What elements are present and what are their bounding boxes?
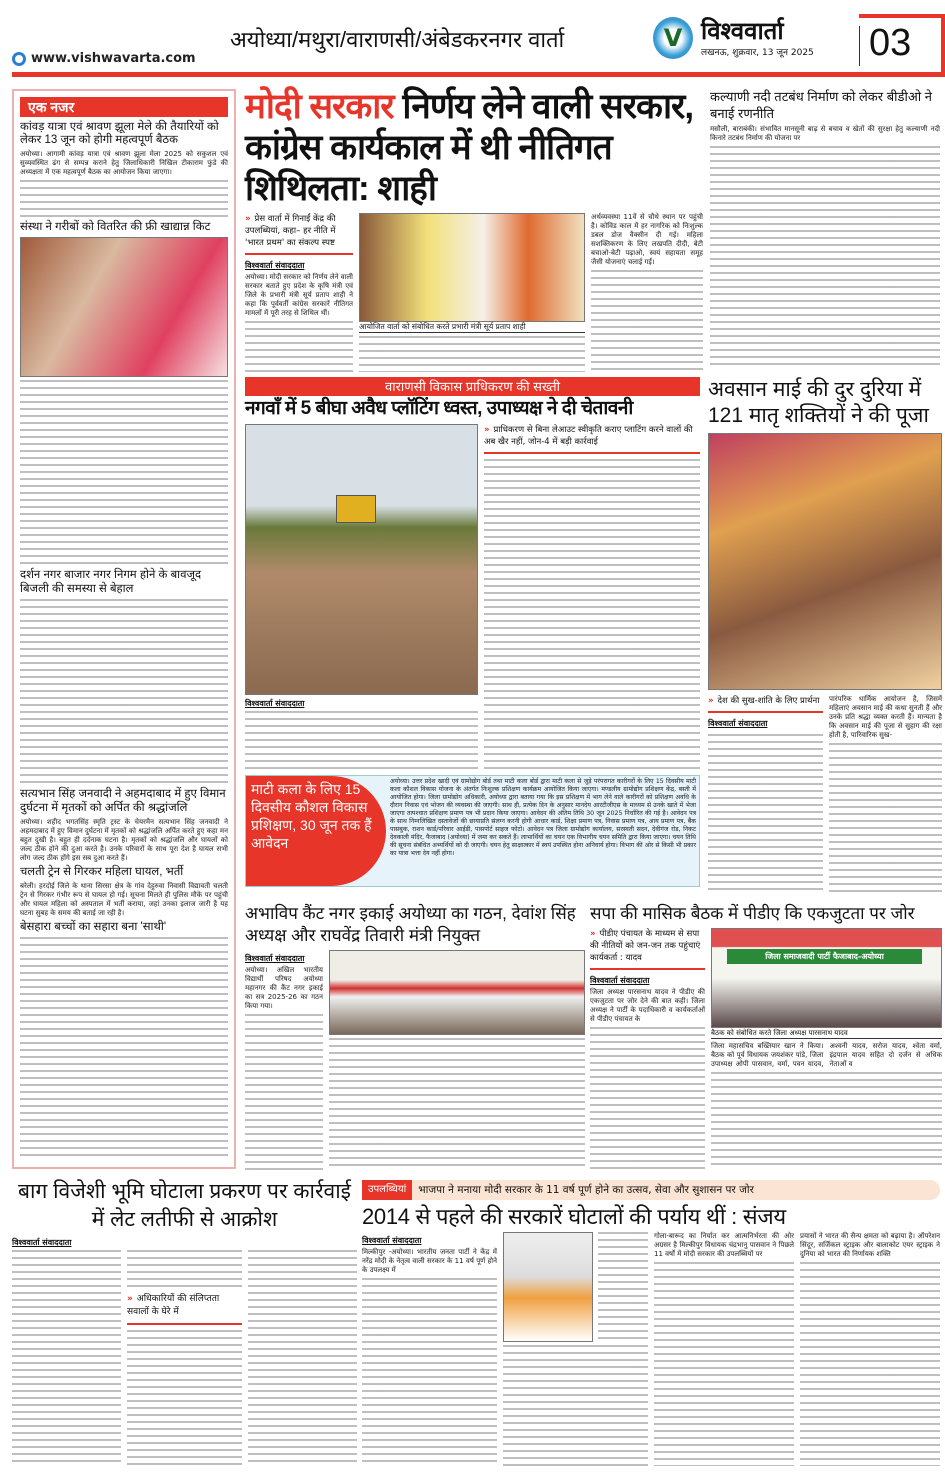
avsan-story <box>708 377 942 895</box>
lead-headline-rest: निर्णय लेने वाली सरकार, कांग्रेस कार्यकाल में थी नीतिगत शिथिलता: शाही <box>245 87 694 208</box>
body-text-lines <box>484 459 700 771</box>
varanasi-kicker <box>484 424 700 454</box>
story-body: अयोध्या। शहीद भगतसिंह स्मृति ट्रस्ट के चेयरमैन सत्यभान सिंह जनवादी ने अहमदाबाद में हुए विमान दुर्घटना में मृतकों को श्रद्धांजलि अर्पित करते हुए कहा मन बहुत दुखी है। बहुत ही दर्दनाक घटना है। मृतकों को श्रद्धांजलि और घायलों को जल्द ठीक होने की दुआ करते है। उनके परिवारों के साथ पूरा देश है घायल सभी लोग जल्द ठीक होंगे इस सब दुआ करते हैं। <box>20 817 228 862</box>
lead-headline <box>245 86 703 209</box>
chevron-icon: » <box>708 696 714 706</box>
subhead-text: अधिकारियों की संलिप्तता सवालों के घेरे में <box>127 1294 220 1317</box>
bag-subhead <box>127 1293 242 1325</box>
byline: विश्ववार्ता संवाददाता <box>708 719 768 728</box>
modi-photo <box>503 1232 593 1342</box>
sp-meeting-photo <box>711 928 942 1028</box>
chevron-icon: » <box>484 424 490 435</box>
ek-nazar-band: एक नजर <box>20 97 228 117</box>
kalyani-headline: कल्याणी नदी तटबंध निर्माण को लेकर बीडीओ ने बनाई रणनीति <box>710 89 932 121</box>
bjp-body: मिल्कीपुर -अयोध्या। भारतीय जनता पार्टी ने केंद्र में नरेंद्र मोदी के नेतृत्व वाली सरकार के 11 वर्ष पूर्ण होने के उपलक्ष्य में <box>362 1248 497 1275</box>
masthead <box>12 0 945 72</box>
demolition-photo <box>245 424 478 695</box>
bjp-headline: 2014 से पहले की सरकारें घोटालों की पर्याय थीं : संजय <box>362 1204 786 1229</box>
body-text-lines <box>598 1232 648 1342</box>
body-text-lines <box>245 1014 323 1170</box>
chevron-icon: » <box>245 214 251 224</box>
sp-story <box>590 903 942 1170</box>
body-text-lines <box>654 1262 794 1466</box>
bjp-body-continued: प्रयासों ने भारत की सैन्य क्षमता को बढ़ाया है। ऑपरेशन सिंदूर, सर्जिकल स्ट्राइक और बालाकोट एयर स्ट्राइक ने दुनिया को भारत की निर्णायक शक्ति <box>800 1232 940 1259</box>
body-text-lines <box>329 1038 585 1170</box>
kicker-text: पीडीए पंचायत के माध्यम से सपा की नीतियों को जन-जन तक पहुंचाएं कार्यकर्ता : यादव <box>590 929 701 963</box>
dateline: लखनऊ, शुक्रवार, 13 जून 2025 <box>701 48 814 59</box>
bag-vijeshi-headline: बाग विजेशी भूमि घोटाला प्रकरण पर कार्रवाई में लेट लतीफी से आक्रोश <box>18 1180 351 1231</box>
avsan-headline: अवसान माई की दुर दुरिया में 121 मातृ शक्तियों ने की पूजा <box>708 378 929 427</box>
body-text-lines <box>711 1072 942 1170</box>
body-text-lines <box>503 1345 648 1466</box>
food-kit-distribution-photo <box>20 237 228 377</box>
body-text-lines <box>829 743 942 895</box>
byline: विश्ववार्ता संवाददाता <box>590 976 650 985</box>
body-text-lines <box>800 1262 940 1466</box>
puja-photo <box>708 433 942 690</box>
lead-body-continued: अर्थव्यवस्था 11वें से चौथे स्थान पर पहुंची है। कोविड काल में हर नागरिक को निःशुल्क डबल डोज वैक्सीन दी गई। महिला सशक्तिकरण के लिए लखपति दीदी, बेटी बचाओ-बेटी पढ़ाओ, स्वयं सहायता समूह जैसी योजनाएं चलाई गईं। <box>591 213 703 266</box>
photo-caption: आयोजित वार्ता को संबोधित करते प्रभारी मंत्री सूर्य प्रताप शाही <box>359 322 585 333</box>
page-number-box <box>859 14 945 72</box>
masthead-rule <box>12 72 945 77</box>
browser-e-icon <box>12 52 26 66</box>
left-column-ek-nazar <box>12 89 236 1169</box>
sp-banner-text: जिला समाजवादी पार्टी फैजाबाद-अयोध्या <box>727 949 922 964</box>
press-conference-photo <box>359 213 585 322</box>
varanasi-headline: नगवाँ में 5 बीघा अवैध प्लॉटिंग ध्वस्त, उपाध्यक्ष ने दी चेतावनी <box>245 398 633 419</box>
body-text-lines <box>127 1330 242 1466</box>
abvp-body: अयोध्या। अखिल भारतीय विद्यार्थी परिषद अयोध्या महानगर की कैंट नगर इकाई का सत्र 2025-26 का गठन किया गया। <box>245 966 323 1010</box>
photo-caption: बैठक को संबोधित करते जिला अध्यक्ष पारसनाथ यादव <box>711 1028 942 1039</box>
section-title: अयोध्या/मथुरा/वाराणसी/अंबेडकरनगर वार्ता <box>230 27 565 53</box>
lead-kicker <box>245 213 353 255</box>
mati-kala-box <box>245 775 700 887</box>
story-headline: चलती ट्रेन से गिरकर महिला घायल, भर्ती <box>20 865 184 878</box>
story-body: बरेली। हरदोई जिले के थाना सिरसा क्षेत्र के गांव देहुरुवा निवासी विद्यावती चलती ट्रेन से गिरकर गंभीर रूप से घायल हो गई। सूचना मिलते ही पुलिस मौके पर पहुंची और घायल महिला को अस्पताल में भर्ती कराया, जहां उनका इलाज जारी है यह घटना सुबह के समय की बताई जा रही है। <box>20 882 228 918</box>
bjp-band <box>362 1180 940 1200</box>
story-headline: दर्शन नगर बाजार नगर निगम होने के बावजूद बिजली की समस्या से बेहाल <box>20 569 202 595</box>
varanasi-band: वाराणसी विकास प्राधिकरण की सख्ती <box>245 377 700 396</box>
body-text-lines <box>362 1278 497 1466</box>
body-text-lines <box>590 1027 705 1170</box>
byline: विश्ववार्ता संवाददाता <box>362 1236 422 1246</box>
kalyani-story <box>710 88 940 370</box>
abvp-story <box>245 903 585 1170</box>
lead-story <box>245 86 703 372</box>
bulldozer-icon <box>336 495 376 523</box>
sp-body: जिला अध्यक्ष पारसनाथ यादव ने पीडीए की एकजुटता पर जोर देने की बात कही। जिला अध्यक्ष ने पार्टी के पदाधिकारी व कार्यकर्ताओं से पीडीए पंचायत के <box>590 988 705 1023</box>
body-text-lines <box>20 937 228 1161</box>
paper-logo-icon: V <box>653 17 693 59</box>
body-text-lines <box>127 1250 242 1290</box>
website-url[interactable]: www.vishwavarta.com <box>31 51 196 66</box>
body-text-lines <box>20 599 228 785</box>
body-text-lines <box>245 711 478 771</box>
avsan-kicker <box>708 695 823 713</box>
kicker-text: प्राधिकरण से बिना लेआउट स्वीकृति कराए प्लाटिंग करने वालों की अब खैर नहीं, जोन-4 में बड़ी कार्रवाई <box>484 424 693 447</box>
mati-kala-body: अयोध्या। उत्तर प्रदेश खादी एवं ग्रामोद्योग बोर्ड तथा माटी कला बोर्ड द्वारा माटी कला से जुड़े परंपरागत कारीगरों के लिए 15 दिवसीय माटी कला कौशल विकास योजना के अंतर्गत निःशुल्क प्रशिक्षण कार्यक्रम आयोजित किया जाएगा। मण्डलीय ग्रामोद्योग प्रशिक्षण केंद्र, बस्ती में आयोजित होगा। जिला ग्रामोद्योग अधिकारी, अयोध्या द्वारा बताया गया कि इस प्रशिक्षण में भाग लेने वाले कारीगरों को प्रशिक्षण अवधि के दौरान निवास एवं भोजन की व्यवस्था की जाएगी। साथ ही, प्रत्येक दिन के अनुसार मानदेय आरटीजीएस के माध्यम से उनके खाते में भेजा जाएगा तत्पश्चात प्रशिक्षण प्रमाण पत्र भी प्रदान किया जाएगा। आवेदन की अंतिम तिथि 30 जून 2025 निर्धारित की गई है। आवेदन पत्र के साथ निम्नलिखित दस्तावेजों की छायाप्रति संलग्न करनी होगी आधार कार्ड, शिक्षा प्रमाण पत्र, निवास प्रमाण पत्र, आय प्रमाण पत्र, बैंक पासबुक, राशन कार्ड/परिवार आईडी, पासपोर्ट साइज फोटो। आवेदन पत्र जिला ग्रामोद्योग कार्यालय, सरस्वती सदन, देवीगंज रोड, निकट देवकाली मंदिर, फैजाबाद (अयोध्या) में जमा कर सकते हैं। लाभार्थियों का चयन एक विभागीय चयन समिति द्वारा किया जाएगा। चयन तिथि की सूचना संबंधित अभ्यर्थियों को दी जाएगी। चयन हेतु साक्षात्कार में स्वयं उपस्थित होना अनिवार्य होगा। विभाग की ओर से किसी भी प्रकार का यात्रा भत्ता देय नहीं होगा। <box>390 778 696 857</box>
kalyani-body: मसौली, बाराबंकी। संभावित मानसूनी बाढ़ से बचाव व खेतों की सुरक्षा हेतु कल्याणी नदी किनारे तटबंध निर्माण की योजना पर <box>710 125 940 142</box>
bjp-body-continued: गोला-बारूद का निर्यात कर आत्मनिर्भरता की ओर अग्रसर है मिल्कीपुर विधायक चंद्रभानु पासवान ने पिछले 11 वर्षों में मोदी सरकार की उपलब्धियों पर <box>654 1232 794 1259</box>
byline: विश्ववार्ता संवाददाता <box>245 261 305 270</box>
lead-body: अयोध्या। मोदी सरकार को निर्णय लेने वाली सरकार बताते हुए प्रदेश के कृषि मंत्री एवं जिले के प्रभारी मंत्री सूर्य प्रताप शाही ने कहा कि पूर्ववर्ती कांग्रेस सरकारें नीतिगत मामलों में पूरी तरह से शिथिल थीं। <box>245 273 353 317</box>
story-headline: सत्यभान सिंह जनवादी ने अहमदाबाद में हुए विमान दुर्घटना में मृतकों को अर्पित की श्रद्धांजलि <box>20 788 226 814</box>
chevron-icon: » <box>127 1294 133 1304</box>
body-text-lines <box>359 336 585 372</box>
sp-body-continued: जिला महासचिव बख्तियार खान ने किया। बैठक को पूर्व विधायक जयशंकर पांडे, जिला उपाध्यक्ष ओपी पासवान, वर्मा, पवन यादव, अश्वनी यादव, सरोज यादव, श्वेता वर्मा, इंद्रपाल यादव सहित दो दर्जन से अधिक नेताओं व <box>711 1042 942 1068</box>
sp-headline: सपा की मासिक बैठक में पीडीए कि एकजुटता पर जोर <box>590 904 915 923</box>
body-text-lines <box>710 146 940 370</box>
body-text-lines <box>708 734 823 895</box>
chevron-icon: » <box>590 929 596 939</box>
upalabdhiyan-tag: उपलब्धियां <box>362 1180 412 1200</box>
story-body: अयोध्या। आगामी कांवड़ यात्रा एवं श्रावण झूला मेला 2025 को सकुशल एवं सुव्यवस्थित ढंग से सम्पन्न कराने हेतु जिलाधिकारी निखिल टीकाराम फुंडे की अध्यक्षता में एक महत्वपूर्ण बैठक का आयोजन किया जाएगा। <box>20 150 228 177</box>
byline: विश्ववार्ता संवाददाता <box>245 699 305 708</box>
bjp-story <box>362 1180 940 1466</box>
avsan-body: पारंपरिक धार्मिक आयोजन है, जिसमें महिलाएं अवसान माई की कथा सुनती हैं और उनके प्रति श्रद्धा व्यक्त करती हैं। मान्यता है कि अवसान माई की पूजा से सुहाग की रक्षा होती है, पारिवारिक सुख- <box>829 695 942 739</box>
body-text-lines <box>245 321 353 372</box>
body-text-lines <box>20 380 228 566</box>
kicker-text: देश की सुख-शांति के लिए प्रार्थना <box>717 696 820 706</box>
varanasi-story <box>245 377 700 771</box>
body-text-lines <box>20 180 228 217</box>
body-text-lines <box>591 270 703 372</box>
story-headline: संस्था ने गरीबों को वितरित की फ्री खाद्यान्न किट <box>20 220 211 233</box>
kicker-text: प्रेस वार्ता में गिनाईं केंद्र की उपलब्धियां, कहा– हर नीति में 'भारत प्रथम' का संकल्प स्पष्ट <box>245 214 336 248</box>
story-headline: बेसहारा बच्चों का सहारा बना 'साथी' <box>20 921 167 934</box>
story-headline: कांवड़ यात्रा एवं श्रावण झूला मेले की तैयारियों को लेकर 13 जून को होगी महत्वपूर्ण बैठक <box>20 121 219 147</box>
abvp-headline: अभाविप कैंट नगर इकाई अयोध्या का गठन, देवांश सिंह अध्यक्ष और राघवेंद्र तिवारी मंत्री नियुक्त <box>245 904 576 945</box>
body-text-lines <box>12 1250 121 1466</box>
byline: विश्ववार्ता संवाददाता <box>12 1238 72 1247</box>
body-text-lines <box>248 1250 357 1466</box>
bjp-band-text: भाजपा ने मनाया मोदी सरकार के 11 वर्ष पूर्ण होने का उत्सव, सेवा और सुशासन पर जोर <box>418 1183 754 1196</box>
lead-headline-red: मोदी सरकार <box>245 87 394 126</box>
sp-kicker <box>590 928 705 970</box>
bag-vijeshi-story <box>12 1178 357 1466</box>
paper-name: विश्ववार्ता <box>701 17 784 45</box>
mati-kala-headline: माटी कला के लिए 15 दिवसीय कौशल विकास प्रशिक्षण, 30 जून तक हैं आवेदन <box>246 776 386 886</box>
byline: विश्ववार्ता संवाददाता <box>245 954 305 963</box>
page-number: 03 <box>869 22 912 64</box>
abvp-meeting-photo <box>329 950 585 1035</box>
